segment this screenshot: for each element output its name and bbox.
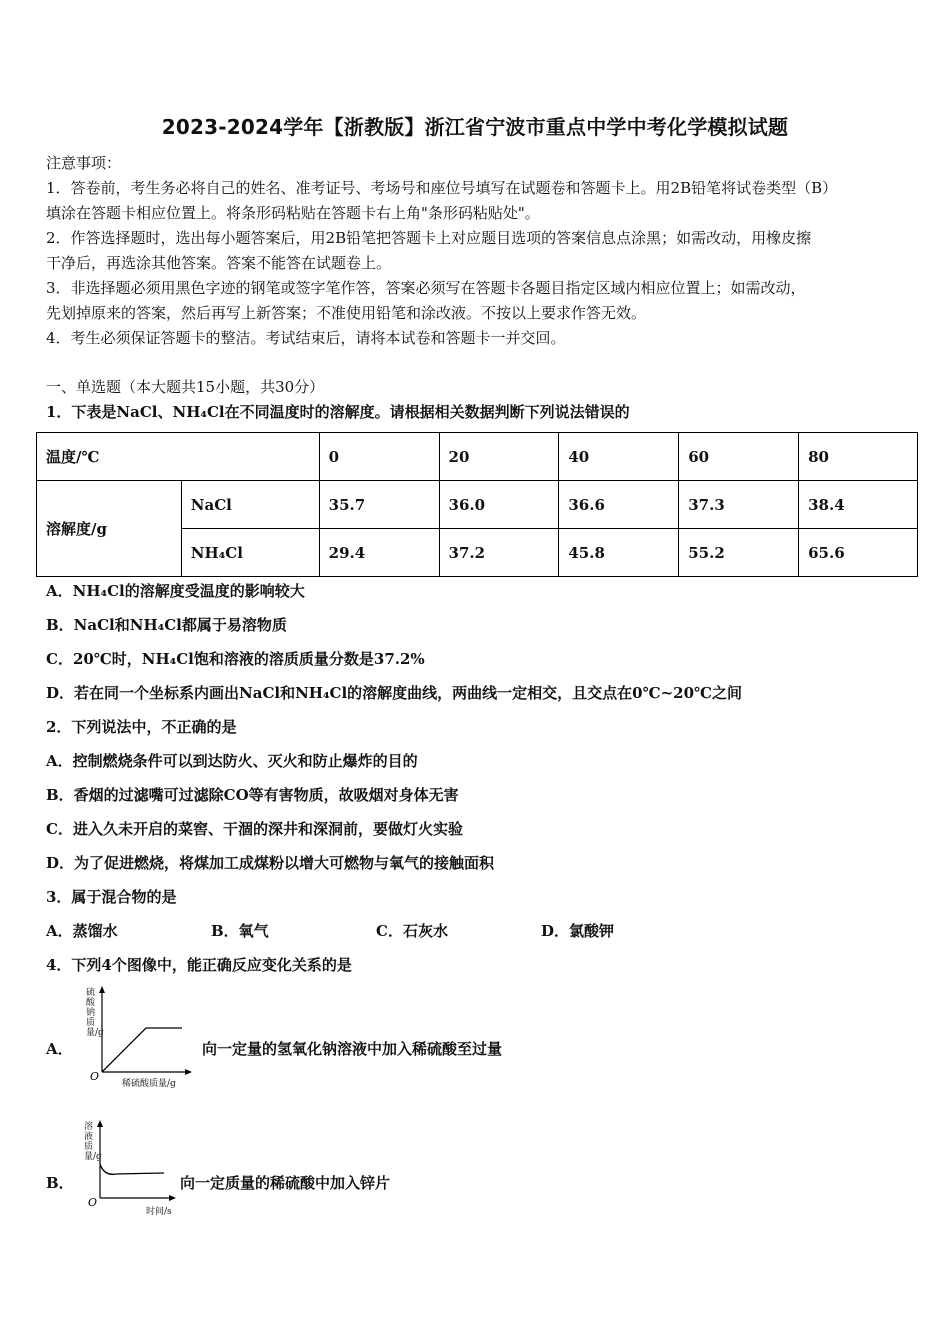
q3-option-a: A．蒸馏水 — [46, 922, 118, 940]
table-cell: 29.4 — [319, 529, 439, 577]
q4-graph-b-letter: B． — [46, 1174, 74, 1192]
notice-line: 干净后，再选涂其他答案。答案不能答在试题卷上。 — [46, 254, 392, 272]
table-row — [37, 433, 918, 481]
q1-option-d: D．若在同一个坐标系内画出NaCl和NH₄Cl的溶解度曲线，两曲线一定相交，且交点在0℃~20℃之间 — [46, 684, 742, 702]
q2-option-c: C．进入久未开启的菜窖、干涸的深井和深洞前，要做灯火实验 — [46, 820, 463, 838]
notice-line: 填涂在答题卡相应位置上。将条形码粘贴在答题卡右上角"条形码粘贴处"。 — [46, 204, 540, 222]
q1-option-b: B．NaCl和NH₄Cl都属于易溶物质 — [46, 616, 287, 634]
q2-option-d: D．为了促进燃烧，将煤加工成煤粉以增大可燃物与氧气的接触面积 — [46, 854, 495, 872]
table-cell: NH₄Cl — [181, 529, 319, 577]
table-cell: 40 — [559, 433, 679, 481]
notice-heading: 注意事项： — [46, 154, 122, 172]
table-cell: 45.8 — [559, 529, 679, 577]
temp-header: 温度/℃ — [37, 433, 320, 481]
table-cell: 65.6 — [799, 529, 918, 577]
notice-line: 1．答卷前，考生务必将自己的姓名、准考证号、考场号和座位号填写在试题卷和答题卡上。用2B铅笔将试卷类型（B） — [46, 179, 838, 197]
q4-graph-b-xlabel: 时间/s — [146, 1207, 172, 1217]
y-axis-arrow — [97, 1120, 103, 1127]
notice-line: 先划掉原来的答案，然后再写上新答案；不准使用铅笔和涂改液。不按以上要求作答无效。 — [46, 304, 647, 322]
table-cell: NaCl — [181, 481, 319, 529]
table-cell: 60 — [679, 433, 799, 481]
table-cell: 37.2 — [439, 529, 559, 577]
q2-option-a: A．控制燃烧条件可以到达防火、灭火和防止爆炸的目的 — [46, 752, 418, 770]
curve — [102, 1028, 182, 1072]
table-cell: 36.0 — [439, 481, 559, 529]
q1-option-a: A．NH₄Cl的溶解度受温度的影响较大 — [46, 582, 305, 600]
question-1-stem: 1．下表是NaCl、NH₄Cl在不同温度时的溶解度。请根据相关数据判断下列说法错误的 — [46, 403, 630, 421]
solubility-table — [36, 432, 918, 577]
q2-option-b: B．香烟的过滤嘴可过滤除CO等有害物质，故吸烟对身体无害 — [46, 786, 459, 804]
table-row — [37, 481, 918, 529]
y-axis-arrow — [99, 986, 105, 993]
q3-option-d: D．氯酸钾 — [541, 922, 615, 940]
q4-graph-b-ylabel: 溶液质量/g — [84, 1122, 102, 1162]
curve — [100, 1164, 164, 1174]
question-4-stem: 4．下列4个图像中，能正确反应变化关系的是 — [46, 956, 352, 974]
table-cell: 0 — [319, 433, 439, 481]
section-heading: 一、单选题（本大题共15小题，共30分） — [46, 378, 325, 396]
q3-option-c: C．石灰水 — [376, 922, 448, 940]
table-cell: 55.2 — [679, 529, 799, 577]
q4-graph-a-desc: 向一定量的氢氧化钠溶液中加入稀硫酸至过量 — [202, 1040, 503, 1058]
q4-graph-b — [80, 1118, 180, 1210]
question-3-stem: 3．属于混合物的是 — [46, 888, 177, 906]
origin-label: O — [90, 1070, 100, 1083]
page-title: 2023-2024学年【浙教版】浙江省宁波市重点中学中考化学模拟试题 — [161, 115, 789, 139]
q1-option-c: C．20℃时，NH₄Cl饱和溶液的溶质质量分数是37.2% — [46, 650, 425, 668]
x-axis-arrow — [169, 1195, 176, 1201]
table-cell: 38.4 — [799, 481, 918, 529]
q4-graph-a-ylabel: 硫酸钠质量/g — [86, 988, 104, 1038]
table-cell: 35.7 — [319, 481, 439, 529]
table-cell: 20 — [439, 433, 559, 481]
notice-line: 3．非选择题必须用黑色字迹的钢笔或签字笔作答，答案必须写在答题卡各题目指定区域内相应位置上；如需改动， — [46, 279, 806, 297]
table-cell: 36.6 — [559, 481, 679, 529]
q4-graph-a-letter: A． — [46, 1040, 73, 1058]
q3-option-b: B．氧气 — [211, 922, 269, 940]
solubility-header: 溶解度/g — [37, 481, 182, 577]
q4-graph-b-desc: 向一定质量的稀硫酸中加入锌片 — [180, 1174, 391, 1192]
table-cell: 80 — [799, 433, 918, 481]
origin-label: O — [88, 1196, 98, 1209]
question-2-stem: 2．下列说法中，不正确的是 — [46, 718, 237, 736]
notice-line: 2．作答选择题时，选出每小题答案后，用2B铅笔把答题卡上对应题目选项的答案信息点涂黑；如需改动，用橡皮擦 — [46, 229, 812, 247]
x-axis-arrow — [185, 1069, 192, 1075]
q4-graph-a-xlabel: 稀硫酸质量/g — [122, 1079, 176, 1089]
table-cell: 37.3 — [679, 481, 799, 529]
notice-line: 4．考生必须保证答题卡的整洁。考试结束后，请将本试卷和答题卡一并交回。 — [46, 329, 566, 347]
